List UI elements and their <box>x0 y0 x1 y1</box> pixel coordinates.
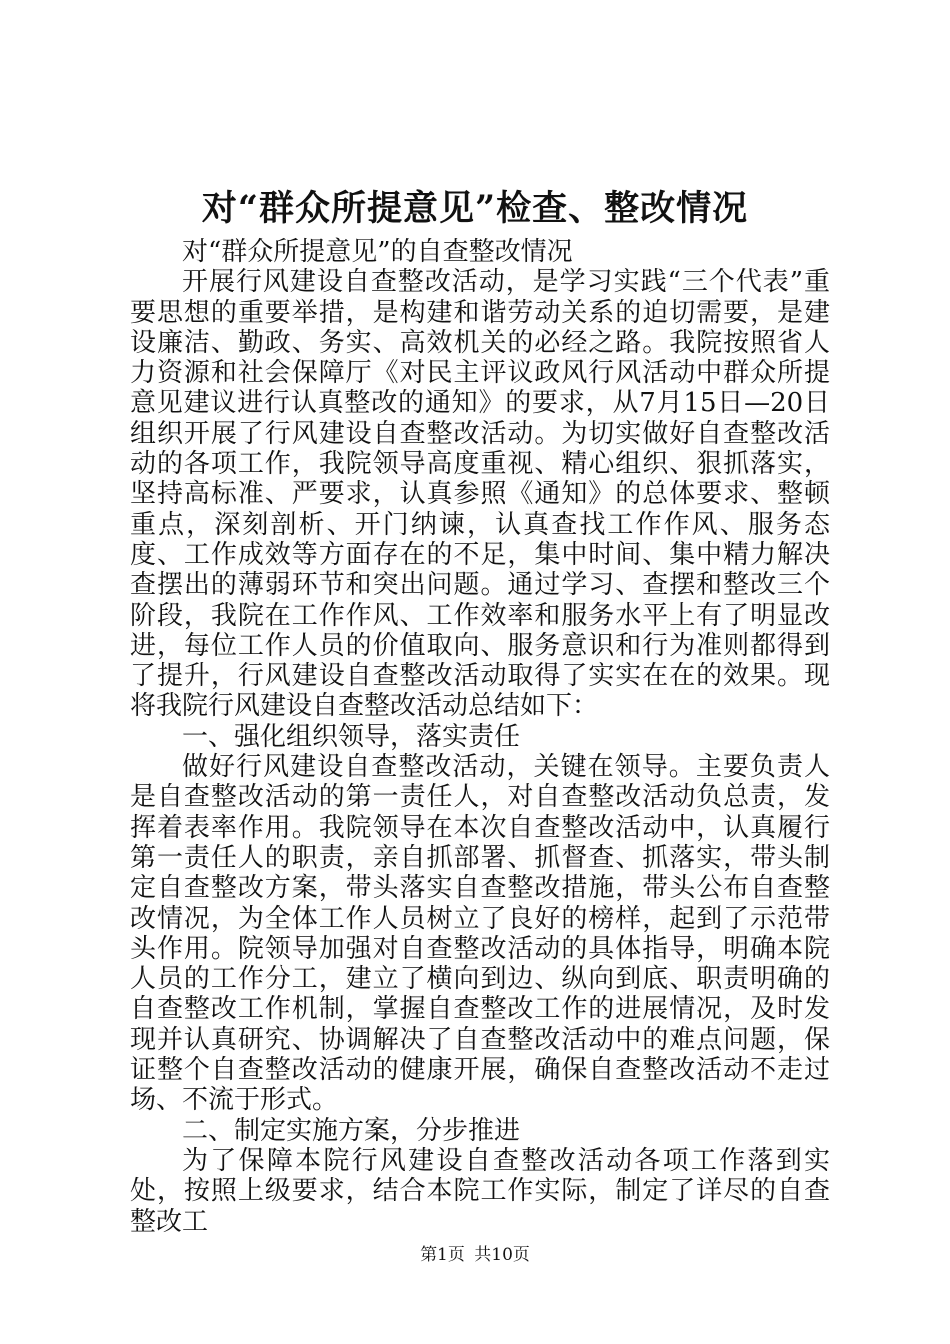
page-footer <box>0 1243 950 1267</box>
page-total: 共10页 <box>474 1245 530 1265</box>
paragraph-subtitle: 对“群众所提意见”的自查整改情况 <box>182 237 573 267</box>
paragraph-intro: 开展行风建设自查整改活动，是学习实践“三个代表”重要思想的重要举措，是构建和谐劳动关系的迫切需要，是建设廉洁、勤政、务实、高效机关的必经之路。我院按照省人力资源和社会保障厅《对民主评议政风行风活动中群众所提意见建议进行认真整改的通知》的要求，从7月15日—20日组织开展了行风建设自查整改活动。为切实做好自查整改活动的各项工作，我院领导高度重视、精心组织、狠抓落实，坚持高标准、严要求，认真参照《通知》的总体要求、整顿重点，深刻剖析、开门纳谏，认真查找工作作风、服务态度、工作成效等方面存在的不足，集中时间、集中精力解决查摆出的薄弱环节和突出问题。通过学习、查摆和整改三个阶段，我院在工作作风、工作效率和服务水平上有了明显改进，每位工作人员的价值取向、服务意识和行为准则都得到了提升，行风建设自查整改活动取得了实实在在的效果。现将我院行风建设自查整改活动总结如下： <box>130 267 830 722</box>
page-number: 第1页 <box>420 1245 465 1265</box>
paragraph-section-1: 做好行风建设自查整改活动，关键在领导。主要负责人是自查整改活动的第一责任人，对自查整改活动负总责，发挥着表率作用。我院领导在本次自查整改活动中，认真履行第一责任人的职责，亲自抓部署、抓督查、抓落实，带头制定自查整改方案，带头落实自查整改措施，带头公布自查整改情况，为全体工作人员树立了良好的榜样，起到了示范带头作用。院领导加强对自查整改活动的具体指导，明确本院人员的工作分工，建立了横向到边、纵向到底、职责明确的自查整改工作机制，掌握自查整改工作的进展情况，及时发现并认真研究、协调解决了自查整改活动中的难点问题，保证整个自查整改活动的健康开展，确保自查整改活动不走过场、不流于形式。 <box>130 752 830 1116</box>
paragraph-section-2: 为了保障本院行风建设自查整改活动各项工作落到实处，按照上级要求，结合本院工作实际，制定了详尽的自查整改工 <box>130 1145 830 1237</box>
section-heading-1: 一、强化组织领导，落实责任 <box>182 721 521 752</box>
section-heading-2: 二、制定实施方案，分步推进 <box>182 1115 521 1146</box>
document-title: 对“群众所提意见”检查、整改情况 <box>201 188 749 229</box>
document-body <box>130 237 830 1237</box>
